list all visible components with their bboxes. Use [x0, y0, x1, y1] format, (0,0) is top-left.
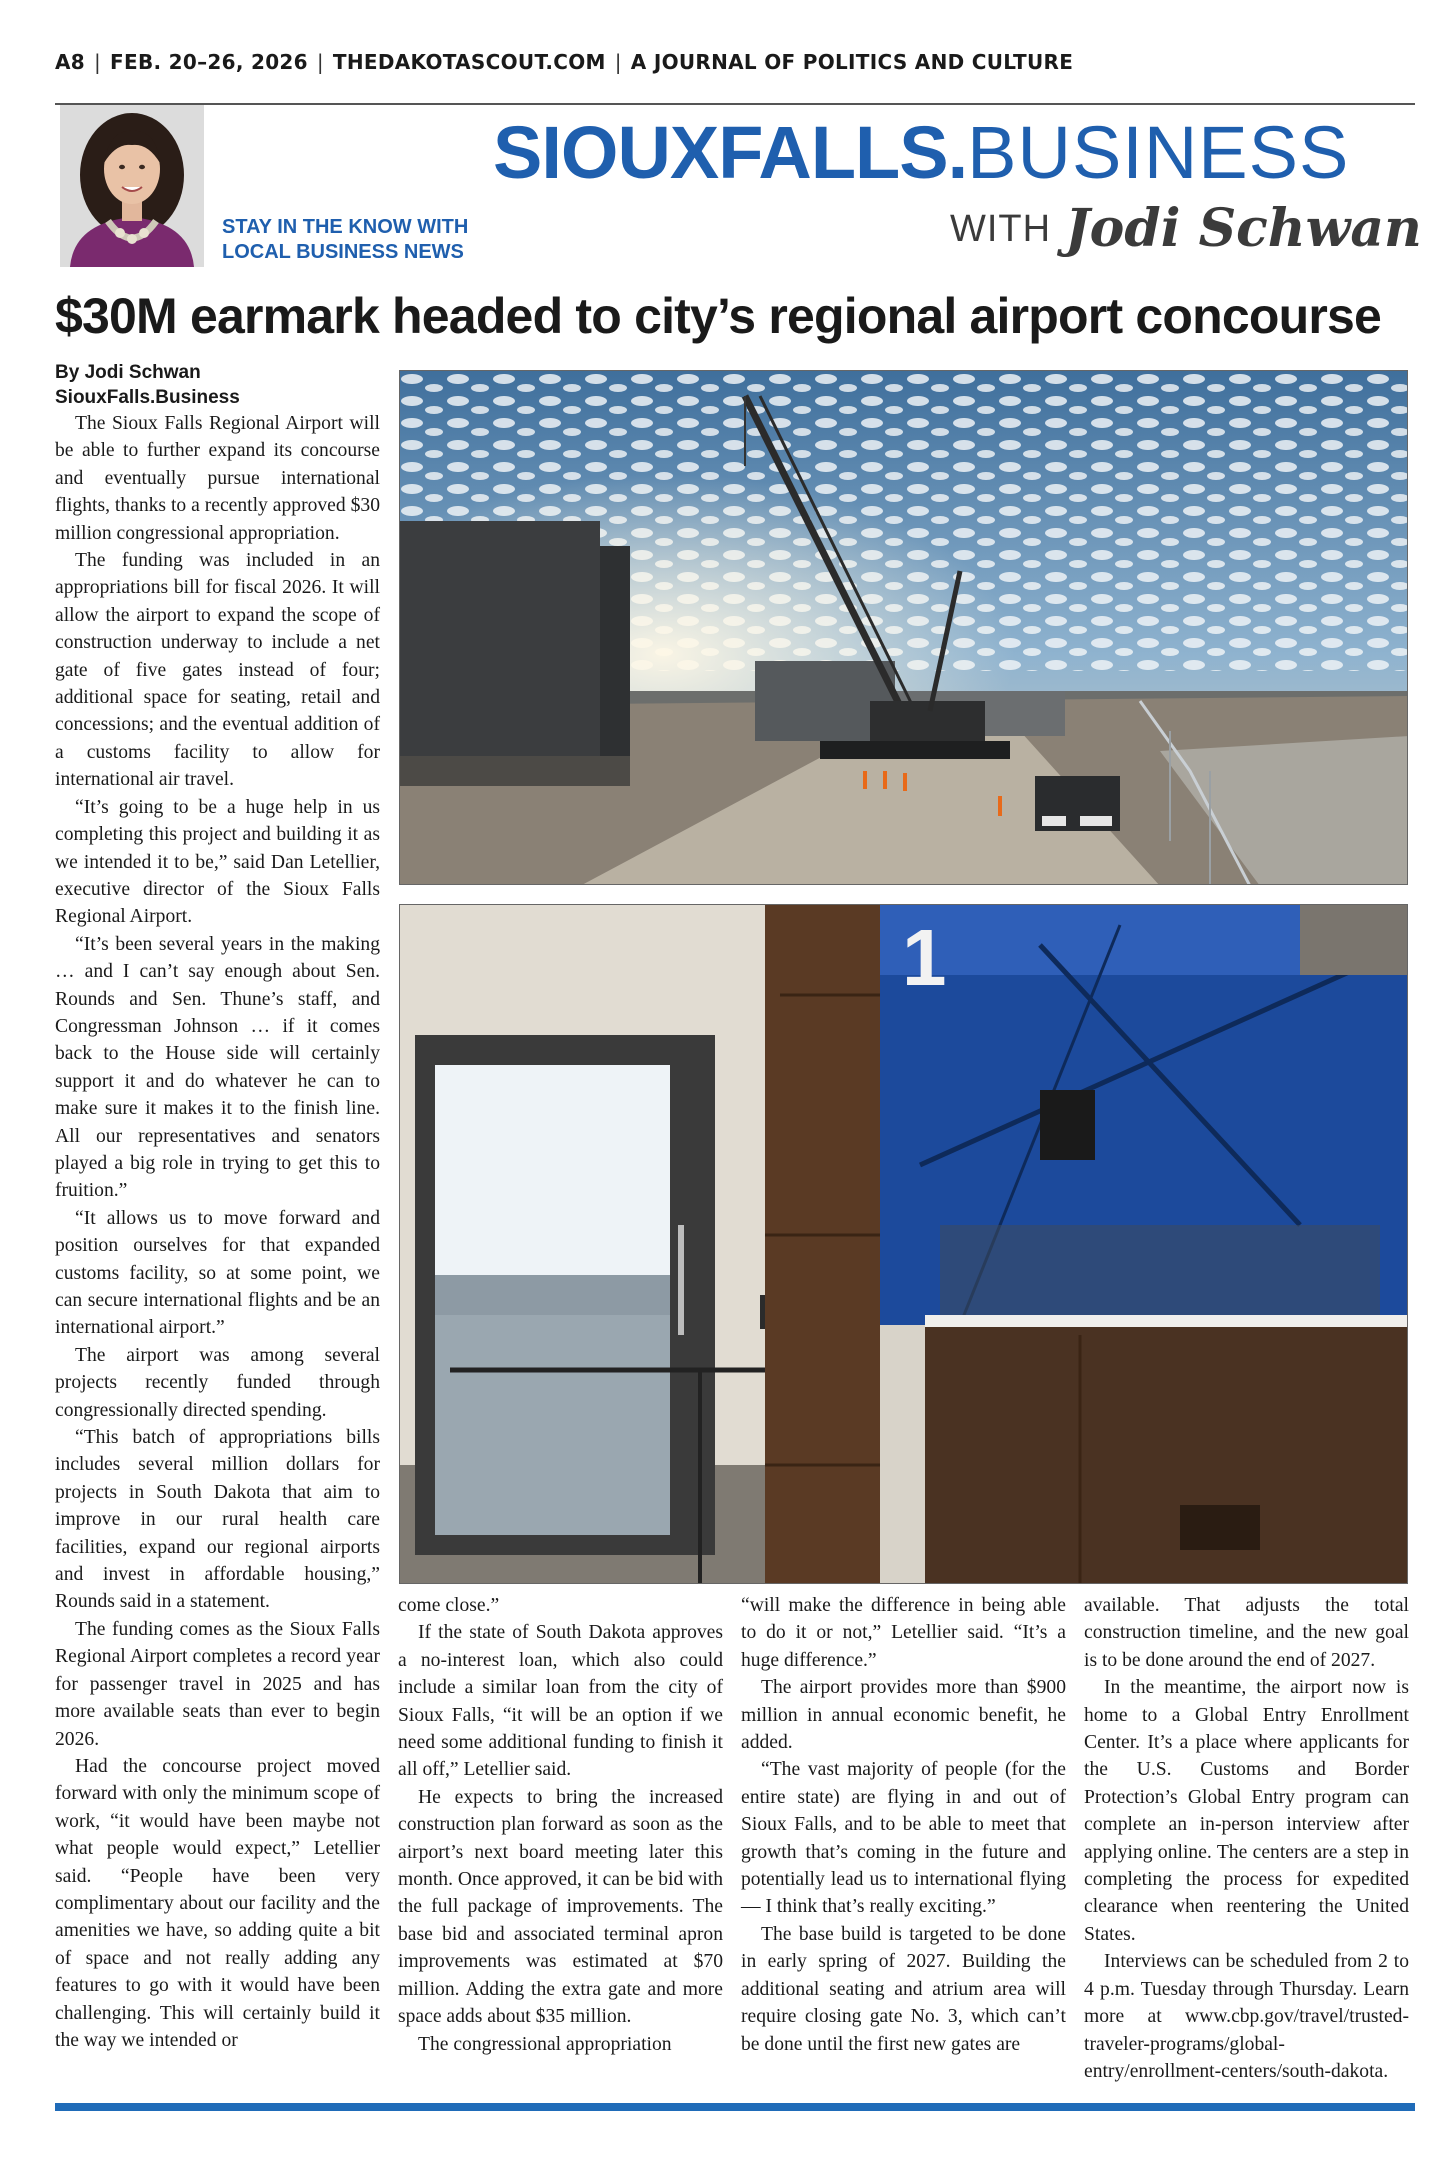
brand-sioux-falls: SIOUXFALLS. [493, 111, 968, 194]
paragraph: “The vast majority of people (for the entire state) are flying in and out of Sioux Falls, and to be able to meet that growth that’s coming in the future and potentially lead us to international flying — I think that’s really exciting.” [741, 1759, 1066, 1918]
gate-interior-photo [399, 904, 1408, 1584]
byline-org: SiouxFalls.Business [55, 387, 240, 408]
paragraph: Interviews can be scheduled from 2 to 4 p.m. Tuesday through Thursday. Learn more at www.cbp.gov/travel/trusted-traveler-programs/global-entry/enrollment-centers/south-dakota. [1084, 1951, 1409, 2082]
brand-business: BUSINESS [967, 111, 1350, 194]
article-column-1 [55, 360, 380, 2054]
website: THEDAKOTASCOUT.COM [332, 50, 606, 74]
author-headshot [60, 105, 204, 267]
paragraph: “This batch of appropriations bills includes several million dollars for projects in South Dakota that aim to improve in our rural health care facilities, expand our regional airports and invest in affordable housing,” Rounds said in a statement. [55, 1427, 380, 1613]
paragraph: The Sioux Falls Regional Airport will be able to further expand its concourse and eventually pursue international flights, thanks to a recently approved $30 million congressional appropriation. [55, 413, 380, 544]
paragraph: The congressional appropriation [418, 2033, 672, 2055]
tagline-line-1: STAY IN THE KNOW WITH [222, 216, 469, 238]
journal-tagline: A JOURNAL OF POLITICS AND CULTURE [630, 50, 1074, 74]
section-brand [493, 110, 1375, 196]
paragraph: “will make the difference in being able to do it or not,” Letellier said. “It’s a huge difference.” [741, 1595, 1066, 1671]
with-label: WITH [950, 208, 1052, 250]
bottom-rule [55, 2103, 1415, 2111]
paragraph: The airport provides more than $900 million in annual economic benefit, he added. [741, 1677, 1066, 1754]
folio-divider [55, 103, 1415, 105]
paragraph: The funding was included in an appropriations bill for fiscal 2026. It will allow the airport to expand the scope of construction underway to include a net gate of five gates instead of four; additional space for seating, retail and concessions; and the eventual addition of a customs facility to allow for international air travel. [55, 550, 380, 791]
page-number: A8 [55, 50, 85, 74]
section-tagline [222, 215, 468, 265]
paragraph: The funding comes as the Sioux Falls Regional Airport completes a record year for passenger travel in 2025 and has more available seats than ever to begin 2026. [55, 1618, 380, 1750]
paragraph: come close.” [398, 1595, 500, 1616]
paragraph: available. That adjusts the total construction timeline, and the new goal is to be done around the end of 2027. [1084, 1595, 1409, 1671]
paragraph: “It allows us to move forward and position ourselves for that expanded customs facility, so at some point, we can secure international flights and be an international airport.” [55, 1207, 380, 1339]
author-signature-line [950, 198, 1422, 260]
gate-number: 1 [902, 913, 947, 1002]
author-signature: Jodi Schwan [1065, 198, 1422, 259]
paragraph: The airport was among several projects recently funded through congressionally directed spending. [55, 1344, 380, 1421]
paragraph: Had the concourse project moved forward with only the minimum scope of work, “it would have been maybe not what people would expect,” Letellier said. “People have been very complimentary about our facility and the amenities we have, so adding quite a bit of space and not really adding any features to go with it would have been challenging. This will certainly build it the way we intended or [55, 1755, 380, 2051]
paragraph: The base build is targeted to be done in early spring of 2027. Building the additional seating and atrium area will require closing gate No. 3, which can’t be done until the first new gates are [741, 1923, 1066, 2055]
issue-date: FEB. 20–26, 2026 [110, 50, 308, 74]
article-headline: $30M earmark headed to city’s regional airport concourse [55, 288, 1382, 344]
article-column-3 [741, 1592, 1066, 2058]
paragraph: He expects to bring the increased construction plan forward as soon as the airport’s next board meeting later this month. Once approved, it can be bid with the full package of improvements. The base bid and associated terminal apron improvements was estimated at $70 million. Adding the extra gate and more space adds about $35 million. [398, 1786, 723, 2028]
paragraph: If the state of South Dakota approves a no-interest loan, which also could include a similar loan from the city of Sioux Falls, “it will be an option if we need some additional funding to finish it all off,” Letellier said. [398, 1622, 723, 1781]
construction-site-photo [399, 370, 1408, 885]
folio-line: A8 | FEB. 20–26, 2026 | THEDAKOTASCOUT.COM | A JOURNAL OF POLITICS AND CULTURE [55, 50, 1074, 74]
paragraph: “It’s going to be a huge help in us completing this project and building it as we intended it to be,” said Dan Letellier, executive director of the Sioux Falls Regional Airport. [55, 796, 380, 928]
tagline-line-2: LOCAL BUSINESS NEWS [222, 241, 464, 263]
paragraph: “It’s been several years in the making … and I can’t say enough about Sen. Rounds and Sen. Thune’s staff, and Congressman Johnson … if it comes back to the House side will certainly support it and do whatever he can to make sure it makes it to the finish line. All our representatives and senators played a big role in trying to get this to fruition.” [55, 933, 380, 1202]
article-column-2 [398, 1592, 723, 2058]
article-column-4 [1084, 1592, 1409, 2085]
byline-name: By Jodi Schwan [55, 362, 201, 383]
paragraph: In the meantime, the airport now is home to a Global Entry Enrollment Center. It’s a place where applicants for the U.S. Customs and Border Protection’s Global Entry program can complete an in-person interview after applying online. The centers are a step in completing the process for expedited clearance when reentering the United States. [1084, 1677, 1409, 1945]
